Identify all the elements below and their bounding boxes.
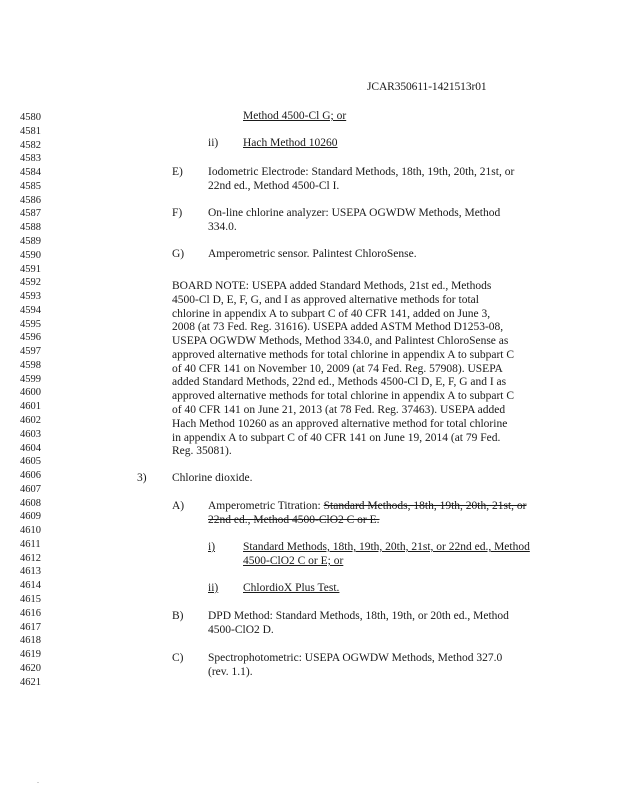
line-number: 4608	[20, 497, 41, 509]
line-number: 4609	[20, 511, 41, 523]
line-number: 4615	[20, 594, 41, 605]
line-number: 4598	[20, 359, 41, 371]
line-number: 4616	[20, 607, 41, 619]
item-b-label: B)	[172, 610, 184, 622]
line-number: 4592	[20, 277, 41, 289]
item-f-label: F)	[172, 207, 183, 219]
line-number: 4596	[20, 332, 41, 344]
item-f-text-1: On-line chlorine analyzer: USEPA OGWDW Methods, Method	[208, 207, 501, 219]
item-b-text-1: DPD Method: Standard Methods, 18th, 19th, or 20th ed., Method	[208, 610, 509, 622]
line-number: 4620	[20, 662, 41, 674]
item-a-i-label: i)	[208, 541, 216, 553]
line-number: 4619	[20, 649, 41, 660]
line-number: 4587	[20, 208, 41, 220]
board-note-line: chlorine in appendix A to subpart C of 40 CFR 141, added on June 3,	[172, 307, 491, 320]
line-number: 4611	[20, 538, 41, 550]
line-number: 4584	[20, 167, 41, 179]
line-number: 4602	[20, 414, 41, 426]
line-number: 4581	[20, 125, 41, 137]
board-note-line: Reg. 35081).	[172, 445, 232, 458]
item-a-plain: Amperometric Titration:	[208, 500, 321, 512]
line-number: 4583	[20, 153, 41, 165]
line-number: 4590	[20, 249, 41, 261]
line-number: 4591	[20, 263, 41, 275]
line-number: 4614	[20, 580, 41, 592]
line-number: 4585	[20, 180, 41, 192]
line-number: 4605	[20, 456, 41, 468]
scan-speck: .	[37, 776, 39, 785]
item-c-label: C)	[172, 652, 184, 664]
board-note-line: approved alternative methods for total chlorine in appendix A to subpart C	[172, 390, 515, 403]
item-a-text-1	[208, 500, 526, 513]
board-note-line: Hach Method 10260 as an approved alternative method for total chlorine	[172, 417, 508, 430]
item-e-text-1: Iodometric Electrode: Standard Methods, 18th, 19th, 20th, 21st, or	[208, 166, 515, 178]
item-f-text-2: 334.0.	[208, 221, 237, 233]
line-number: 4610	[20, 525, 41, 537]
item-a-ii-label: ii)	[208, 582, 219, 594]
line-number: 4618	[20, 635, 41, 647]
board-note-line: USEPA OGWDW Methods, Method 334.0, and Palintest ChloroSense as	[172, 335, 509, 348]
line-number: 4594	[20, 304, 41, 316]
board-note-line: of 40 CFR 141 on November 10, 2009 (at 74 Fed. Reg. 57908). USEPA	[172, 362, 503, 375]
board-note-line: added Standard Methods, 22nd ed., Methods 4500-Cl D, E, F, G and I as	[172, 376, 507, 389]
item-a-struck-1: Standard Methods, 18th, 19th, 20th, 21st, or	[323, 500, 527, 512]
line-number: 4617	[20, 621, 41, 633]
line-number: 4582	[20, 139, 41, 151]
section-3-label: 3)	[137, 472, 147, 484]
line-number: 4588	[20, 222, 41, 234]
method-4500-cl-g: Method 4500-Cl G; or	[243, 110, 347, 122]
board-note-line: 2008 (at 73 Fed. Reg. 31616). USEPA added ASTM Method D1253-08,	[172, 321, 504, 334]
item-c-text-1: Spectrophotometric: USEPA OGWDW Methods, Method 327.0	[208, 652, 503, 664]
line-number: 4586	[20, 194, 41, 206]
board-note-line: 4500-Cl D, E, F, G, and I as approved alternative methods for total	[172, 293, 479, 306]
document-id-header: JCAR350611-1421513r01	[367, 81, 487, 93]
section-3-title: Chlorine dioxide.	[172, 472, 253, 484]
board-note-line: of 40 CFR 141 on June 21, 2013 (at 78 Fed. Reg. 37463). USEPA added	[172, 403, 506, 416]
board-note-line: approved alternative methods for total chlorine in appendix A to subpart C	[172, 348, 515, 361]
line-number: 4607	[20, 483, 41, 495]
item-a-label: A)	[172, 500, 185, 512]
item-c-text-2: (rev. 1.1).	[208, 666, 253, 678]
item-b-text-2: 4500-ClO2 D.	[208, 624, 274, 636]
line-number: 4601	[20, 401, 41, 413]
ii-label: ii)	[208, 137, 219, 149]
line-number: 4621	[20, 676, 41, 688]
line-number: 4612	[20, 552, 41, 564]
line-number: 4599	[20, 373, 41, 385]
item-a-struck-2: 22nd ed., Method 4500-ClO2 C or E.	[208, 514, 380, 526]
item-g-text: Amperometric sensor. Palintest ChloroSense.	[208, 248, 417, 260]
line-number: 4580	[20, 112, 41, 123]
line-number: 4593	[20, 291, 41, 302]
line-number: 4613	[20, 566, 41, 578]
line-number: 4604	[20, 442, 41, 454]
board-note-line: in appendix A to subpart C of 40 CFR 141 on June 19, 2014 (at 79 Fed.	[172, 431, 501, 444]
line-number: 4595	[20, 318, 41, 330]
line-number: 4589	[20, 235, 41, 247]
item-e-label: E)	[172, 166, 183, 178]
item-a-i-text-2: 4500-ClO2 C or E; or	[243, 555, 344, 567]
item-a-ii-text: ChlordioX Plus Test.	[243, 582, 340, 594]
line-number: 4606	[20, 470, 41, 481]
line-number: 4603	[20, 428, 41, 440]
item-e-text-2: 22nd ed., Method 4500-Cl I.	[208, 180, 340, 192]
line-number: 4600	[20, 387, 41, 399]
board-note-line: BOARD NOTE: USEPA added Standard Methods, 21st ed., Methods	[172, 280, 492, 292]
item-a-i-text-1: Standard Methods, 18th, 19th, 20th, 21st, or 22nd ed., Method	[243, 541, 530, 553]
hach-method-10260: Hach Method 10260	[243, 137, 338, 149]
item-g-label: G)	[172, 248, 185, 260]
line-number: 4597	[20, 346, 41, 358]
